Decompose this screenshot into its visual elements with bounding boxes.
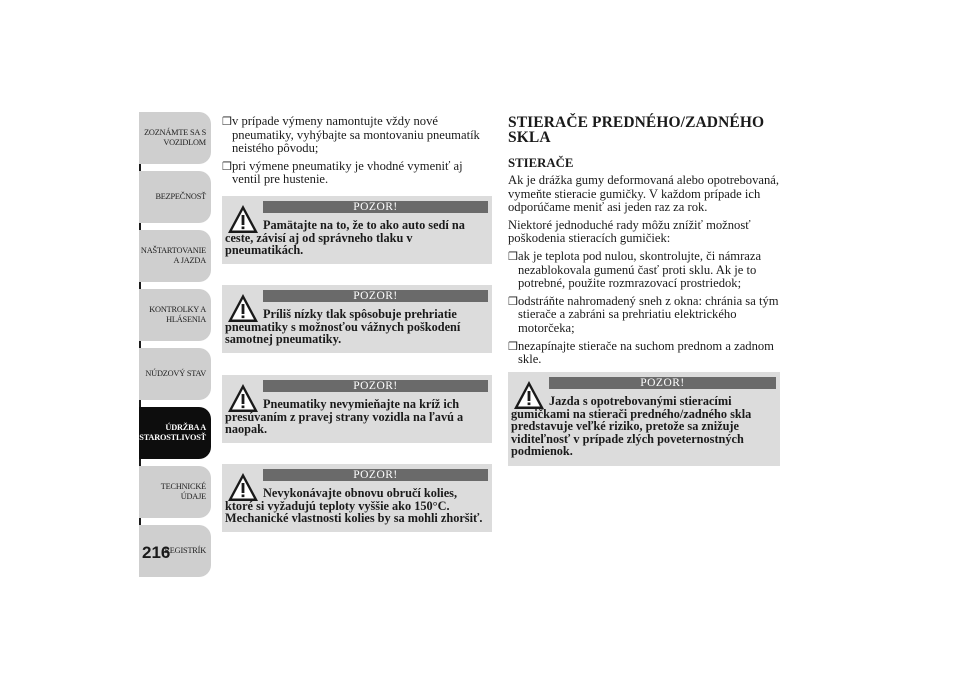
- warning-text: Jazda s opotrebovanými stieracími gumičkami na stierači predného/zadného skla predstavuje veľké riziko, pretože sa znižuje viditeľnosť v prípade zlých poveternostných podmienok.: [511, 394, 752, 458]
- warning-box: [222, 375, 492, 443]
- checkbox-bullet-icon: ❒: [222, 116, 232, 128]
- warning-box: [222, 196, 492, 264]
- tab-registrik[interactable]: REGISTRÍK: [139, 525, 211, 577]
- tab-udrzba[interactable]: ÚDRŽBA A STAROSTLIVOSŤ: [139, 407, 211, 459]
- section-title: STIERAČE PREDNÉHO/ZADNÉHO SKLA: [508, 114, 765, 146]
- list-item: ❒ nezapínajte stierače na suchom prednom a zadnom skle.: [508, 338, 774, 367]
- warning-box: [508, 372, 780, 466]
- warning-label: POZOR!: [263, 380, 488, 392]
- list-item: ❒ ak je teplota pod nulou, skontrolujte, či námraza nezablokovala gumenú časť proti sklu. Ak je to potrebné, použite rozmrazovací prostriedok;: [508, 248, 762, 291]
- warning-box: [222, 464, 492, 532]
- tab-bezpecnost[interactable]: BEZPEČNOSŤ: [139, 171, 211, 223]
- checkbox-bullet-icon: ❒: [508, 250, 518, 263]
- checkbox-bullet-icon: ❒: [508, 295, 518, 308]
- list-item: ❒ v prípade výmeny namontujte vždy nové pneumatiky, vyhýbajte sa montovaniu pneumatík neistého pôvodu;: [222, 114, 480, 156]
- warning-label: POZOR!: [263, 201, 488, 213]
- checkbox-bullet-icon: ❒: [222, 160, 232, 173]
- list-item: ❒ odstráňte nahromadený sneh z okna: chránia sa tým stierače a zabráni sa prehriatiu elektrického motorčeka;: [508, 293, 779, 335]
- left-column: [222, 115, 492, 191]
- warning-text: Pneumatiky nevymieňajte na kríž ich presúvaním z pravej strany vozidla na ľavú a naopak.: [225, 397, 464, 436]
- section-subtitle: STIERAČE: [508, 156, 574, 170]
- right-column: [508, 115, 780, 371]
- checkbox-bullet-icon: ❒: [508, 340, 518, 353]
- paragraph: Ak je drážka gumy deformovaná alebo opotrebovaná, vymeňte stieracie gumičky. V každom prípade ich odporúčame meniť asi jeden raz za rok.: [508, 173, 780, 215]
- page-number: 216: [142, 543, 171, 562]
- warning-label: POZOR!: [263, 290, 488, 302]
- tab-technicke-udaje[interactable]: TECHNICKÉ ÚDAJE: [139, 466, 211, 518]
- warning-text: Nevykonávajte obnovu obručí kolies, ktoré si vyžadujú teploty vyššie ako 150°C. Mechanické vlastnosti kolies by sa mohli zhoršiť.: [225, 486, 483, 525]
- warning-text: Pamätajte na to, že to ako auto sedí na ceste, závisí aj od správneho tlaku v pneumatikách.: [225, 218, 465, 257]
- chapter-tabs: [139, 112, 211, 584]
- warning-label: POZOR!: [549, 377, 776, 389]
- warning-label: POZOR!: [263, 469, 488, 481]
- warning-box: [222, 285, 492, 353]
- paragraph: Niektoré jednoduché rady môžu znížiť možnosť poškodenia stieracích gumičiek:: [508, 217, 751, 246]
- tab-nastartovanie[interactable]: NAŠTARTOVANIE A JAZDA: [139, 230, 211, 282]
- list-item: ❒ pri výmene pneumatiky je vhodné vymeniť aj ventil pre hustenie.: [222, 158, 463, 187]
- tab-zoznamte-sa[interactable]: ZOZNÁMTE SA S VOZIDLOM: [139, 112, 211, 164]
- warning-text: Príliš nízky tlak spôsobuje prehriatie pneumatiky s možnosťou vážnych poškodení samotnej pneumatiky.: [225, 307, 461, 346]
- tab-nudzovy-stav[interactable]: NÚDZOVÝ STAV: [139, 348, 211, 400]
- tab-kontrolky[interactable]: KONTROLKY A HLÁSENIA: [139, 289, 211, 341]
